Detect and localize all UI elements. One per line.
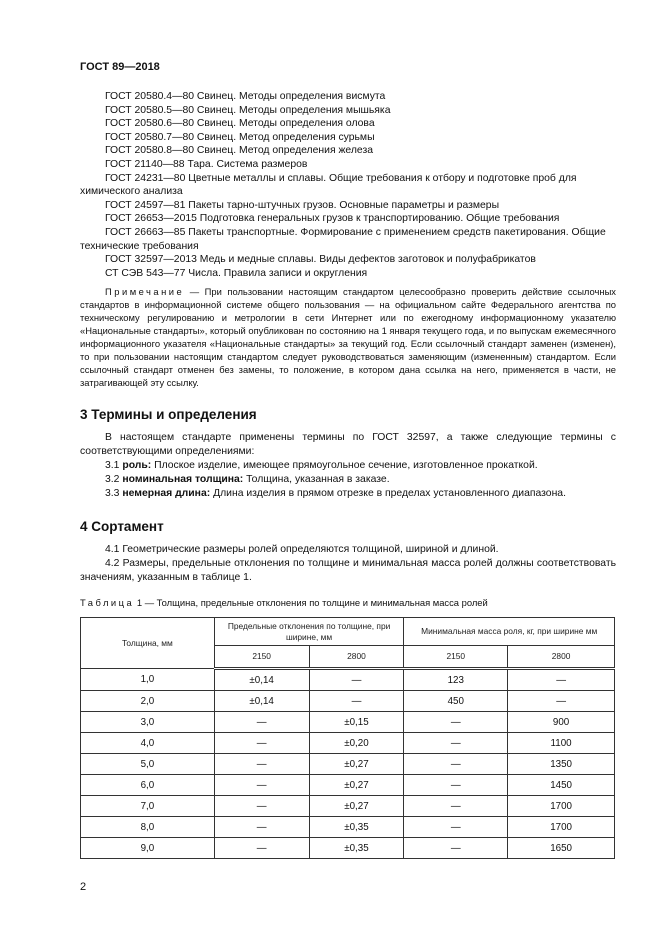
reference-item: ГОСТ 26653—2015 Подготовка генеральных грузов к транспортированию. Общие требования xyxy=(105,213,560,225)
reference-item: ГОСТ 26663—85 Пакеты транспортные. Формирование с применением средств пакетирования. Общие технические требования xyxy=(80,226,606,252)
table-cell: 1,0 xyxy=(81,669,215,691)
table-cell: 1450 xyxy=(508,775,615,796)
reference-item: ГОСТ 20580.4—80 Свинец. Методы определения висмута xyxy=(105,91,386,102)
table-cell: 6,0 xyxy=(81,775,215,796)
table-row xyxy=(81,754,615,775)
term-name: немерная длина: xyxy=(122,488,211,500)
table-cell: ±0,27 xyxy=(309,796,404,817)
table-cell: ±0,35 xyxy=(309,817,404,838)
table-cell: 123 xyxy=(404,669,508,691)
table-cell: — xyxy=(214,775,309,796)
header-width: 2800 xyxy=(508,646,615,669)
table-cell: ±0,27 xyxy=(309,754,404,775)
table-caption xyxy=(80,597,616,609)
table-cell: ±0,27 xyxy=(309,775,404,796)
reference-item: ГОСТ 20580.6—80 Свинец. Методы определения олова xyxy=(105,118,375,130)
table-cell: — xyxy=(404,796,508,817)
table-cell: 1700 xyxy=(508,817,615,838)
table-cell: — xyxy=(508,691,615,712)
table-cell: — xyxy=(309,669,404,691)
table-cell: — xyxy=(508,669,615,691)
table-row xyxy=(81,775,615,796)
note-paragraph xyxy=(80,286,616,389)
term-definition xyxy=(80,459,616,473)
table-cell: — xyxy=(214,796,309,817)
reference-item: ГОСТ 20580.7—80 Свинец. Метод определения сурьмы xyxy=(105,131,375,143)
note-text: — При пользовании настоящим стандартом целесообразно проверить действие ссылочных стандартов в информационной системе общего пользования — на официальном сайте Федерального агентства по техническому регулированию и метрологии в сети Интернет или по ежегодному информационному указателю «Национальные стандарты», который опубликован по состоянию на 1 января текущего года, и по выпускам ежемесячного информационного указателя «Национальные стандарты» за текущий год. Если ссылочный стандарт заменен (изменен), то при пользовании настоящим стандартом следует руководствоваться заменяющим (измененным) стандартом. Если ссылочный стандарт отменен без замены, то положение, в котором дана ссылка на него, применяется в части, не затрагивающей эту ссылку. xyxy=(80,286,616,388)
table-cell: ±0,14 xyxy=(214,691,309,712)
table-cell: ±0,15 xyxy=(309,712,404,733)
table-cell: 1350 xyxy=(508,754,615,775)
table-cell: — xyxy=(404,817,508,838)
reference-item: ГОСТ 24231—80 Цветные металлы и сплавы. Общие требования к отбору и подготовке проб для химического анализа xyxy=(80,172,577,198)
term-name: номинальная толщина: xyxy=(122,474,244,486)
table-cell: 1100 xyxy=(508,733,615,754)
table-cell: 8,0 xyxy=(81,817,215,838)
table-caption-text: 1 — Толщина, предельные отклонения по толщине и минимальная масса ролей xyxy=(134,597,488,609)
table-cell: — xyxy=(214,817,309,838)
table-cell: — xyxy=(214,754,309,775)
header-thickness: Толщина, мм xyxy=(81,618,215,669)
table-cell: — xyxy=(214,733,309,754)
table-row xyxy=(81,796,615,817)
table-row xyxy=(81,712,615,733)
table-row xyxy=(81,838,615,859)
header-width: 2150 xyxy=(404,646,508,669)
table-cell: 1700 xyxy=(508,796,615,817)
reference-item: ГОСТ 24597—81 Пакеты тарно-штучных грузов. Основные параметры и размеры xyxy=(105,199,500,211)
table-cell: — xyxy=(404,733,508,754)
term-number: 3.1 xyxy=(105,459,123,471)
table-row xyxy=(81,669,615,691)
table-cell: — xyxy=(404,712,508,733)
section-3-heading: 3 Термины и определения xyxy=(80,406,257,422)
table-cell: 450 xyxy=(404,691,508,712)
term-text: Плоское изделие, имеющее прямоугольное сечение, изготовленное прокаткой. xyxy=(151,459,538,471)
table-row xyxy=(81,733,615,754)
table-cell: — xyxy=(309,691,404,712)
table-cell: — xyxy=(214,712,309,733)
table-label: Таблица xyxy=(80,597,135,609)
term-definition xyxy=(80,487,616,501)
term-text: Длина изделия в прямом отрезке в пределах установленного диапазона. xyxy=(210,488,566,500)
reference-item: ГОСТ 21140—88 Тара. Система размеров xyxy=(105,158,308,170)
term-text: Толщина, указанная в заказе. xyxy=(243,474,390,486)
table-1 xyxy=(80,617,615,859)
header-width: 2800 xyxy=(309,646,404,669)
header-mass: Минимальная масса роля, кг, при ширине мм xyxy=(404,618,615,646)
table-cell: — xyxy=(404,838,508,859)
reference-item: ГОСТ 20580.5—80 Свинец. Методы определения мышьяка xyxy=(105,104,391,116)
reference-item: ГОСТ 32597—2013 Медь и медные сплавы. Виды дефектов заготовок и полуфабрикатов xyxy=(105,254,536,266)
table-cell: 1650 xyxy=(508,838,615,859)
page-number: 2 xyxy=(80,881,87,894)
table-cell: 4,0 xyxy=(81,733,215,754)
table-cell: — xyxy=(214,838,309,859)
term-name: роль: xyxy=(122,459,152,471)
reference-item: ГОСТ 20580.8—80 Свинец. Метод определения железа xyxy=(105,145,373,157)
header-deviation: Предельные отклонения по толщине, при ширине, мм xyxy=(214,618,404,646)
section-4-p2: 4.2 Размеры, предельные отклонения по толщине и минимальная масса ролей должны соответствовать значениям, указанным в таблице 1. xyxy=(80,557,616,583)
table-cell: — xyxy=(404,775,508,796)
normative-references-list xyxy=(80,90,616,280)
terms-list xyxy=(80,459,616,502)
table-row xyxy=(81,817,615,838)
table-cell: ±0,20 xyxy=(309,733,404,754)
section-4-heading: 4 Сортамент xyxy=(80,518,164,534)
section-4-p1: 4.1 Геометрические размеры ролей определяются толщиной, шириной и длиной. xyxy=(105,543,499,555)
note-label: Примечание xyxy=(105,286,185,298)
term-number: 3.3 xyxy=(105,488,123,500)
term-number: 3.2 xyxy=(105,474,123,486)
table-cell: 5,0 xyxy=(81,754,215,775)
table-cell: 9,0 xyxy=(81,838,215,859)
document-header: ГОСТ 89—2018 xyxy=(80,61,160,73)
header-width: 2150 xyxy=(214,646,309,669)
section-4-body xyxy=(80,543,616,586)
reference-item: СТ СЭВ 543—77 Числа. Правила записи и округления xyxy=(105,267,368,279)
table-row xyxy=(81,691,615,712)
section-3-body xyxy=(80,431,616,502)
table-cell: 7,0 xyxy=(81,796,215,817)
table-cell: 3,0 xyxy=(81,712,215,733)
table-cell: — xyxy=(404,754,508,775)
table-cell: ±0,14 xyxy=(214,669,309,691)
table-cell: 2,0 xyxy=(81,691,215,712)
table-cell: 900 xyxy=(508,712,615,733)
term-definition xyxy=(80,473,616,487)
table-cell: ±0,35 xyxy=(309,838,404,859)
section-3-intro: В настоящем стандарте применены термины по ГОСТ 32597, а также следующие термины с соответствующими определениями: xyxy=(80,431,616,457)
